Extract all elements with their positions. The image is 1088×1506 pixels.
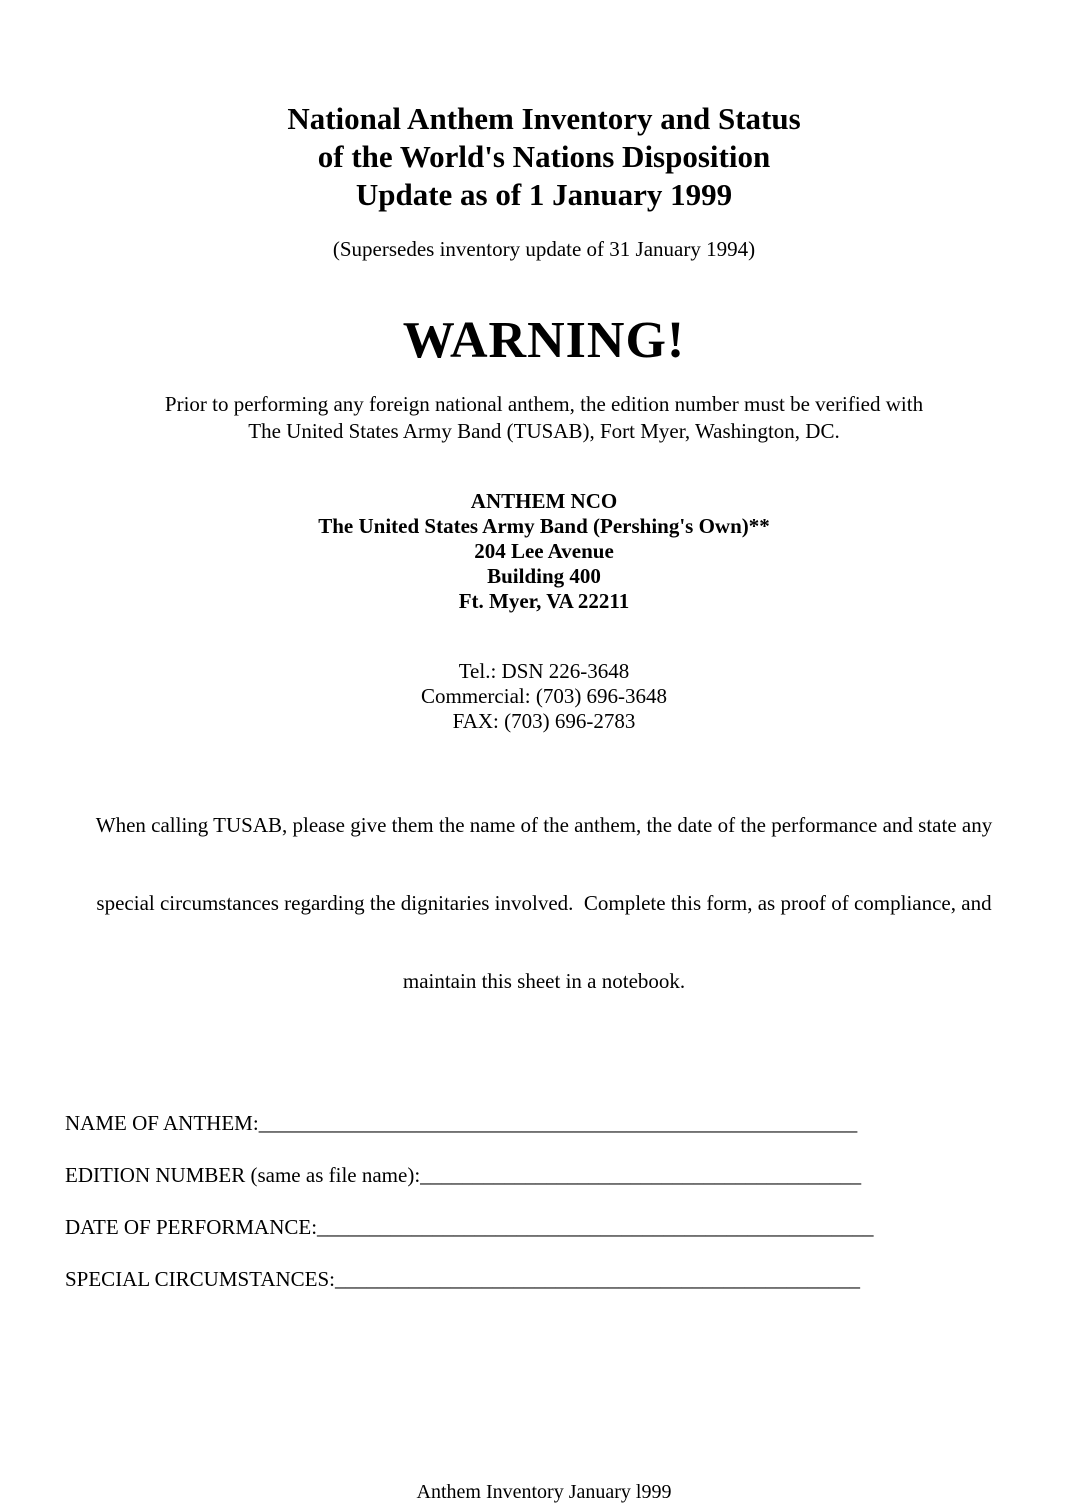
phone-fax: FAX: (703) 696-2783 <box>452 709 636 733</box>
field-edition-number <box>65 1162 1088 1189</box>
address-line-4: Building 400 <box>487 564 601 588</box>
field-date-of-performance <box>65 1214 1088 1241</box>
warning-note-line-1: Prior to performing any foreign national anthem, the edition number must be verified with <box>164 392 924 416</box>
field-special-circumstances-blank: __________________________________________________ <box>335 1267 861 1291</box>
address-line-1: ANTHEM NCO <box>470 489 618 513</box>
contact-numbers <box>0 659 1088 734</box>
title-line-3: Update as of 1 January 1999 <box>355 177 733 212</box>
address-line-3: 204 Lee Avenue <box>474 539 614 563</box>
supersedes-note: (Supersedes inventory update of 31 January 1994) <box>332 237 756 261</box>
instructions-line-2: special circumstances regarding the dignitaries involved. Complete this form, as proof of compliance, and <box>96 891 992 915</box>
instructions-line-1: When calling TUSAB, please give them the name of the anthem, the date of the performance and state any <box>95 813 993 837</box>
phone-commercial: Commercial: (703) 696-3648 <box>420 684 668 708</box>
document-title <box>0 100 1088 214</box>
field-name-of-anthem-blank: _________________________________________________________ <box>258 1111 858 1135</box>
title-line-1: National Anthem Inventory and Status <box>287 101 801 136</box>
field-name-of-anthem-label: NAME OF ANTHEM: <box>65 1111 259 1135</box>
field-special-circumstances-label: SPECIAL CIRCUMSTANCES: <box>65 1267 336 1291</box>
field-special-circumstances <box>65 1266 1088 1293</box>
field-edition-number-label: EDITION NUMBER (same as file name): <box>65 1163 421 1187</box>
phone-dsn: Tel.: DSN 226-3648 <box>458 659 630 683</box>
address-line-2: The United States Army Band (Pershing's Own)** <box>318 514 770 538</box>
address-line-5: Ft. Myer, VA 22211 <box>458 589 630 613</box>
page-footer: Anthem Inventory January l999 <box>416 1481 672 1503</box>
field-name-of-anthem <box>65 1110 1088 1137</box>
instructions-line-3: maintain this sheet in a notebook. <box>402 969 686 993</box>
calling-instructions <box>0 760 1088 1046</box>
field-edition-number-blank: __________________________________________ <box>420 1163 862 1187</box>
warning-heading: WARNING! <box>402 312 686 369</box>
anthem-nco-address <box>0 489 1088 614</box>
field-date-of-performance-blank: _____________________________________________________ <box>317 1215 874 1239</box>
field-date-of-performance-label: DATE OF PERFORMANCE: <box>65 1215 318 1239</box>
compliance-form <box>65 1110 1088 1293</box>
warning-note-line-2: The United States Army Band (TUSAB), Fort Myer, Washington, DC. <box>248 419 840 443</box>
warning-note <box>0 391 1088 445</box>
title-line-2: of the World's Nations Disposition <box>317 139 771 174</box>
